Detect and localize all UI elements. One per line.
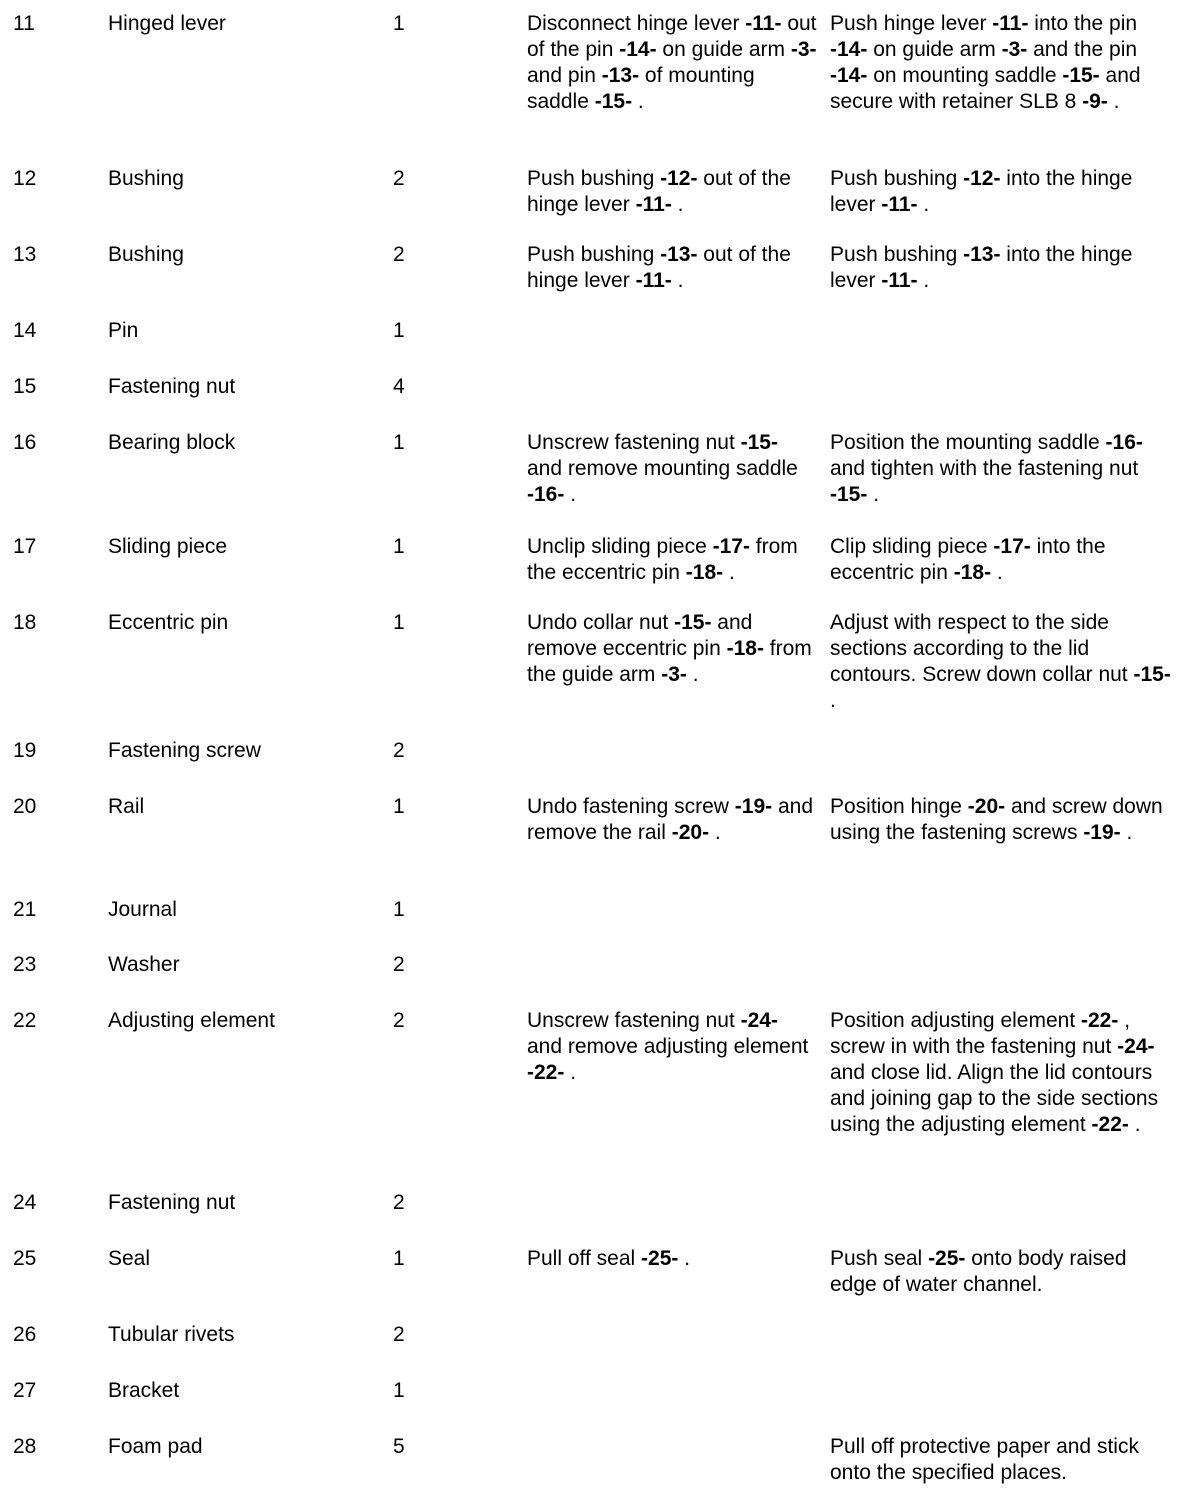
item-number: 20 [13,795,37,818]
removal-step: Undo collar nut -15- and remove eccentric pin -18- from the guide arm -3- . [527,611,812,686]
quantity: 1 [393,12,405,35]
quantity: 2 [393,1323,405,1346]
quantity: 2 [393,1191,405,1214]
item-number: 28 [13,1435,37,1458]
installation-step: Push bushing -13- into the hinge lever -11- . [830,243,1133,292]
quantity: 2 [393,1009,405,1032]
part-name: Fastening nut [108,375,236,398]
quantity: 1 [393,319,405,342]
part-name: Adjusting element [108,1009,275,1032]
item-number: 23 [13,953,37,976]
item-number: 22 [13,1009,37,1032]
part-name: Bearing block [108,431,236,454]
quantity: 1 [393,431,405,454]
part-name: Bushing [108,167,184,190]
quantity: 1 [393,611,405,634]
installation-step: Push seal -25- onto body raised edge of water channel. [830,1247,1127,1296]
item-number: 11 [13,12,35,35]
part-name: Seal [108,1247,151,1270]
installation-step: Position the mounting saddle -16- and tighten with the fastening nut -15- . [830,431,1143,506]
removal-step: Unscrew fastening nut -15- and remove mounting saddle -16- . [527,431,798,506]
part-name: Eccentric pin [108,611,229,634]
removal-step: Unscrew fastening nut -24- and remove adjusting element -22- . [527,1009,809,1084]
part-name: Washer [108,953,180,976]
quantity: 1 [393,535,405,558]
part-name: Tubular rivets [108,1323,235,1346]
item-number: 16 [13,431,37,454]
quantity: 4 [393,375,405,398]
part-name: Fastening nut [108,1191,236,1214]
part-name: Rail [108,795,145,818]
part-name: Bracket [108,1379,180,1402]
part-name: Fastening screw [108,739,261,762]
item-number: 18 [13,611,37,634]
item-number: 14 [13,319,37,342]
item-number: 25 [13,1247,37,1270]
quantity: 2 [393,167,405,190]
part-name: Sliding piece [108,535,228,558]
removal-step: Pull off seal -25- . [527,1247,691,1270]
item-number: 26 [13,1323,37,1346]
item-number: 27 [13,1379,37,1402]
installation-step: Adjust with respect to the side sections according to the lid contours. Screw down collar nut -15- . [830,611,1171,712]
removal-step: Undo fastening screw -19- and remove the rail -20- . [527,795,814,844]
quantity: 2 [393,739,405,762]
item-number: 13 [13,243,37,266]
part-name: Pin [108,319,139,342]
installation-step: Position adjusting element -22- , screw in with the fastening nut -24- and close lid. Align the lid contours and joining gap to the side sections using the adjusting element -22- . [830,1009,1159,1136]
quantity: 2 [393,243,405,266]
part-name: Journal [108,898,177,921]
quantity: 5 [393,1435,405,1458]
part-name: Hinged lever [108,12,226,35]
installation-step: Clip sliding piece -17- into the eccentric pin -18- . [830,535,1106,584]
installation-step: Push bushing -12- into the hinge lever -11- . [830,167,1133,216]
item-number: 15 [13,375,37,398]
quantity: 1 [393,898,405,921]
quantity: 1 [393,795,405,818]
quantity: 2 [393,953,405,976]
quantity: 1 [393,1247,405,1270]
part-name: Foam pad [108,1435,203,1458]
part-name: Bushing [108,243,184,266]
item-number: 12 [13,167,37,190]
installation-step: Position hinge -20- and screw down using the fastening screws -19- . [830,795,1163,844]
item-number: 19 [13,739,37,762]
removal-step: Push bushing -12- out of the hinge lever -11- . [527,167,791,216]
removal-step: Push bushing -13- out of the hinge lever -11- . [527,243,791,292]
installation-step: Pull off protective paper and stick onto the specified places. [830,1435,1139,1484]
item-number: 21 [13,898,37,921]
removal-step: Unclip sliding piece -17- from the eccentric pin -18- . [527,535,798,584]
removal-step: Disconnect hinge lever -11- out of the pin -14- on guide arm -3- and pin -13- of mounting saddle -15- . [527,12,817,113]
installation-step: Push hinge lever -11- into the pin -14- on guide arm -3- and the pin -14- on mounting saddle -15- and secure with retainer SLB 8 -9- . [830,12,1141,113]
item-number: 17 [13,535,37,558]
item-number: 24 [13,1191,37,1214]
quantity: 1 [393,1379,405,1402]
